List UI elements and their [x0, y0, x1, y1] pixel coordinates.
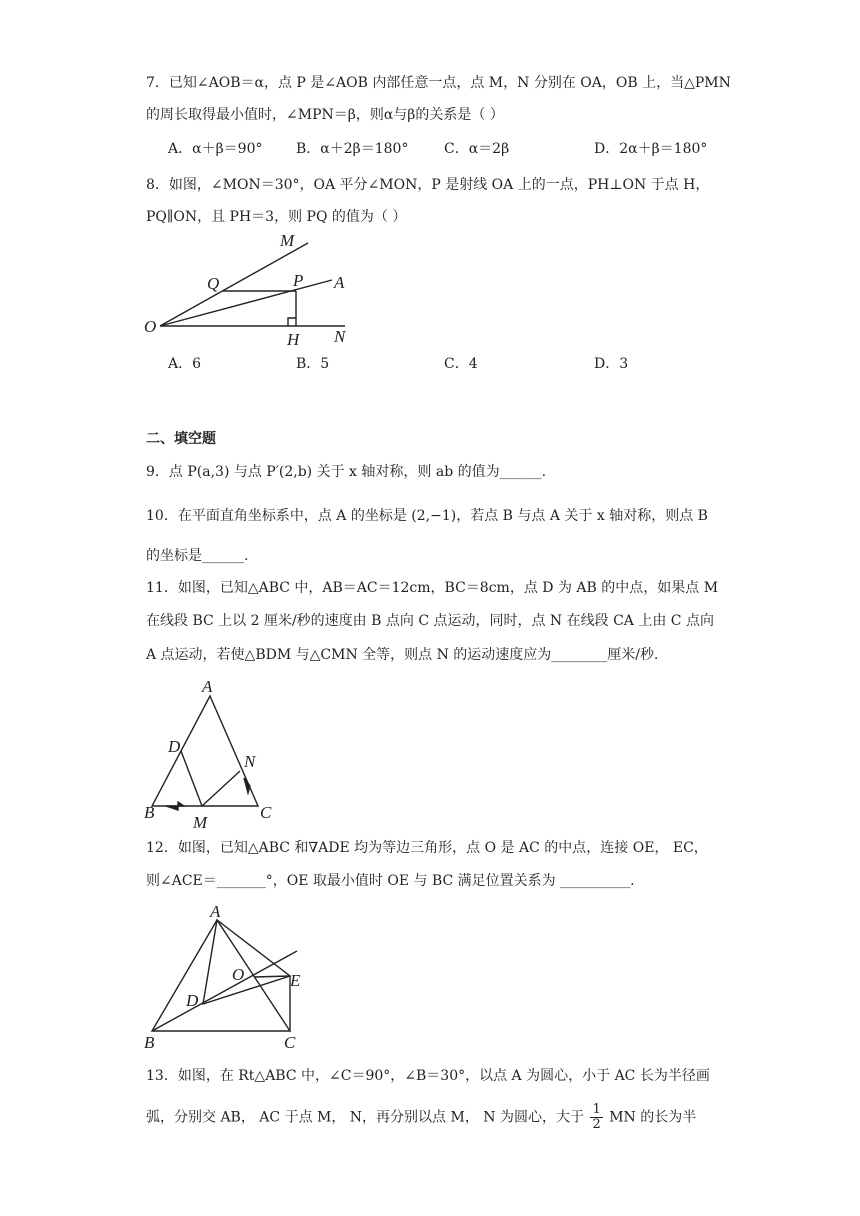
label-h: H: [287, 330, 300, 349]
label-d: D: [168, 737, 181, 756]
q12-figure: [140, 900, 330, 1052]
line-bo-extended: [152, 951, 297, 1031]
q7-option-c: C．α＝2β: [444, 141, 510, 157]
q11-line1: 11．如图，已知△ABC 中，AB＝AC＝12cm，BC＝8cm，点 D 为 AB 的中点，如果点 M: [146, 580, 719, 596]
q10-line2: 的坐标是______.: [146, 548, 249, 564]
q8-figure: [140, 228, 370, 350]
q13-line2-end: MN 的长为半: [609, 1109, 697, 1126]
q12-line1: 12．如图，已知△ABC 和∇ADE 均为等边三角形，点 O 是 AC 的中点，连接 OE， EC，: [146, 840, 708, 856]
q8-option-d: D．3: [594, 356, 629, 372]
q8-option-a: A．6: [168, 356, 202, 372]
label-a: A: [334, 273, 345, 292]
triangle-abc: [152, 920, 290, 1031]
q8-line2: PQ∥ON，且 PH＝3，则 PQ 的值为（ ）: [146, 209, 407, 225]
q13-line1: 13．如图，在 Rt△ABC 中，∠C＝90°，∠B＝30°，以点 A 为圆心，小于 AC 长为半径画: [146, 1068, 710, 1084]
label-p: P: [293, 271, 304, 290]
ray-oa: [160, 280, 332, 326]
section-title: 二、填空题: [146, 431, 216, 447]
q7-option-d: D．2α＋β＝180°: [594, 141, 708, 157]
q12-line2: 则∠ACE＝_______°，OE 取最小值时 OE 与 BC 满足位置关系为 __________.: [146, 873, 635, 889]
q13-line2-start: 弧，分别交 AB， AC 于点 M， N，再分别以点 M， N 为圆心，大于: [146, 1109, 584, 1126]
label-c: C: [284, 1033, 296, 1052]
q11-figure: [140, 676, 290, 831]
label-d: D: [186, 991, 199, 1010]
q13-line2: [146, 1103, 696, 1132]
q13-fraction-numerator: 1: [592, 1102, 601, 1117]
q7-option-a: A．α＋β＝90°: [168, 141, 263, 157]
q11-line3: A 点运动，若使△BDM 与△CMN 全等，则点 N 的运动速度应为________厘米/秒．: [146, 647, 669, 663]
label-b: B: [144, 1033, 155, 1052]
q9-line1: 9．点 P(a,3) 与点 P′(2,b) 关于 x 轴对称，则 ab 的值为______.: [146, 464, 547, 480]
q8-option-b: B．5: [296, 356, 330, 372]
q11-line2: 在线段 BC 上以 2 厘米/秒的速度由 B 点向 C 点运动，同时，点 N 在线段 CA 上由 C 点向: [146, 613, 714, 629]
segment-oe: [254, 976, 290, 977]
label-m: M: [280, 231, 295, 250]
right-angle-mark: [288, 318, 296, 326]
arrow-b-to-c: [166, 802, 184, 810]
segment-mn: [202, 771, 240, 806]
label-n: N: [334, 327, 346, 346]
q13-fraction-denominator: 2: [592, 1117, 601, 1132]
label-o: O: [232, 965, 245, 984]
q7-line1: 7．已知∠AOB＝α，点 P 是∠AOB 内部任意一点，点 M，N 分别在 OA，OB 上，当△PMN: [146, 75, 731, 91]
label-a: A: [210, 902, 221, 921]
label-o: O: [144, 317, 157, 336]
q7-line2: 的周长取得最小值时，∠MPN＝β，则α与β的关系是（ ）: [146, 107, 504, 123]
q10-line1: 10．在平面直角坐标系中，点 A 的坐标是 (2,−1)，若点 B 与点 A 关于 x 轴对称，则点 B: [146, 508, 708, 524]
label-m: M: [193, 813, 208, 832]
q13-fraction: [590, 1103, 602, 1132]
ray-om: [160, 243, 308, 326]
label-n: N: [244, 752, 256, 771]
label-q: Q: [207, 274, 220, 293]
q7-option-b: B．α＋2β＝180°: [296, 141, 409, 157]
label-b: B: [144, 803, 155, 822]
segment-dm: [181, 751, 202, 806]
label-e: E: [290, 971, 301, 990]
label-c: C: [260, 803, 272, 822]
label-a: A: [202, 677, 213, 696]
q8-option-c: C．4: [444, 356, 478, 372]
q8-line1: 8．如图，∠MON＝30°，OA 平分∠MON，P 是射线 OA 上的一点，PH⊥ON 于点 H，: [146, 177, 710, 193]
